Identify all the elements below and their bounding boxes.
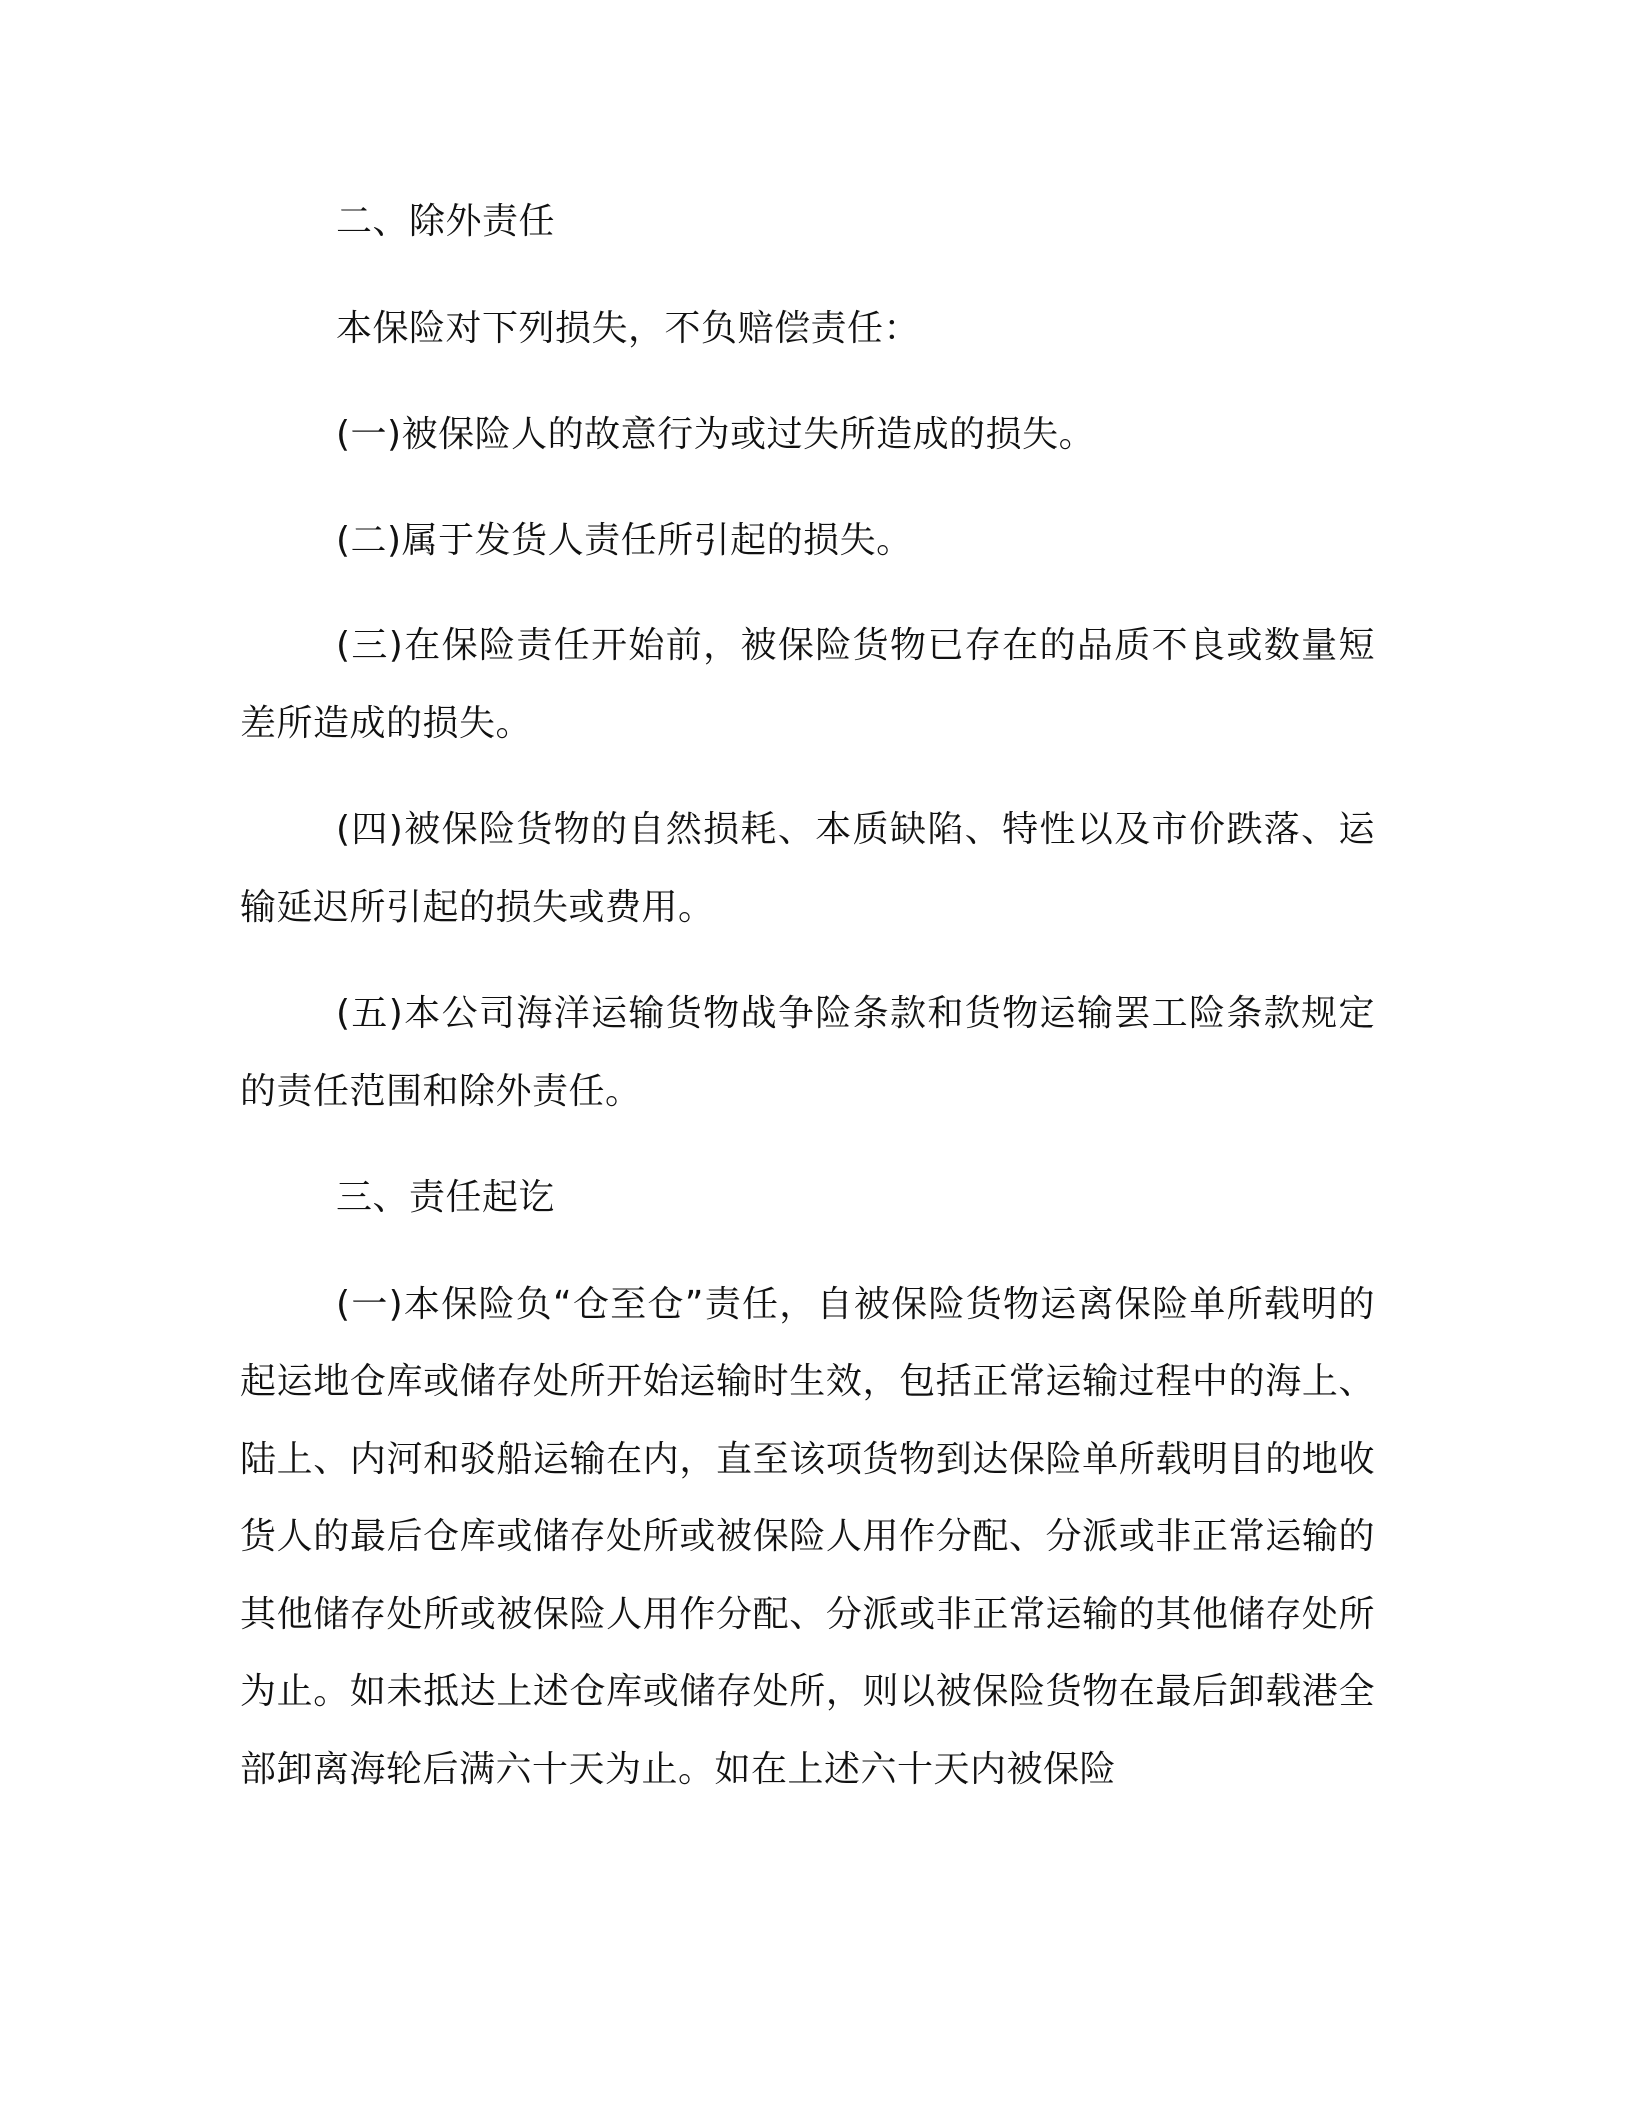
paragraph-exclusion-1: (一)被保险人的故意行为或过失所造成的损失。	[336, 414, 1096, 455]
document-body	[240, 183, 1375, 1808]
paragraph-exclusion-4: (四)被保险货物的自然损耗、本质缺陷、特性以及市价跌落、运输延迟所引起的损失或费用。	[240, 809, 1375, 928]
paragraph-exclusion-2: (二)属于发货人责任所引起的损失。	[336, 519, 913, 561]
section-heading-exclusions: 二、除外责任	[336, 201, 556, 242]
paragraph-exclusion-5: (五)本公司海洋运输货物战争险条款和货物运输罢工险条款规定的责任范围和除外责任。	[240, 993, 1375, 1112]
paragraph-exclusions-intro: 本保险对下列损失，不负赔偿责任：	[336, 307, 921, 349]
section-heading-duration: 三、责任起讫	[336, 1177, 556, 1218]
paragraph-duration-1: (一)本保险负“仓至仓”责任，自被保险货物运离保险单所载明的起运地仓库或储存处所开始运输时生效，包括正常运输过程中的海上、陆上、内河和驳船运输在内，直至该项货物到达保险单所载明目的地收货人的最后仓库或储存处所或被保险人用作分配、分派或非正常运输的其他储存处所或被保险人用作分配、分派或非正常运输的其他储存处所为止。如未抵达上述仓库或储存处所，则以被保险货物在最后卸载港全部卸离海轮后满六十天为止。如在上述六十天内被保险	[240, 1283, 1375, 1790]
paragraph-exclusion-3: (三)在保险责任开始前，被保险货物已存在的品质不良或数量短差所造成的损失。	[240, 625, 1375, 744]
